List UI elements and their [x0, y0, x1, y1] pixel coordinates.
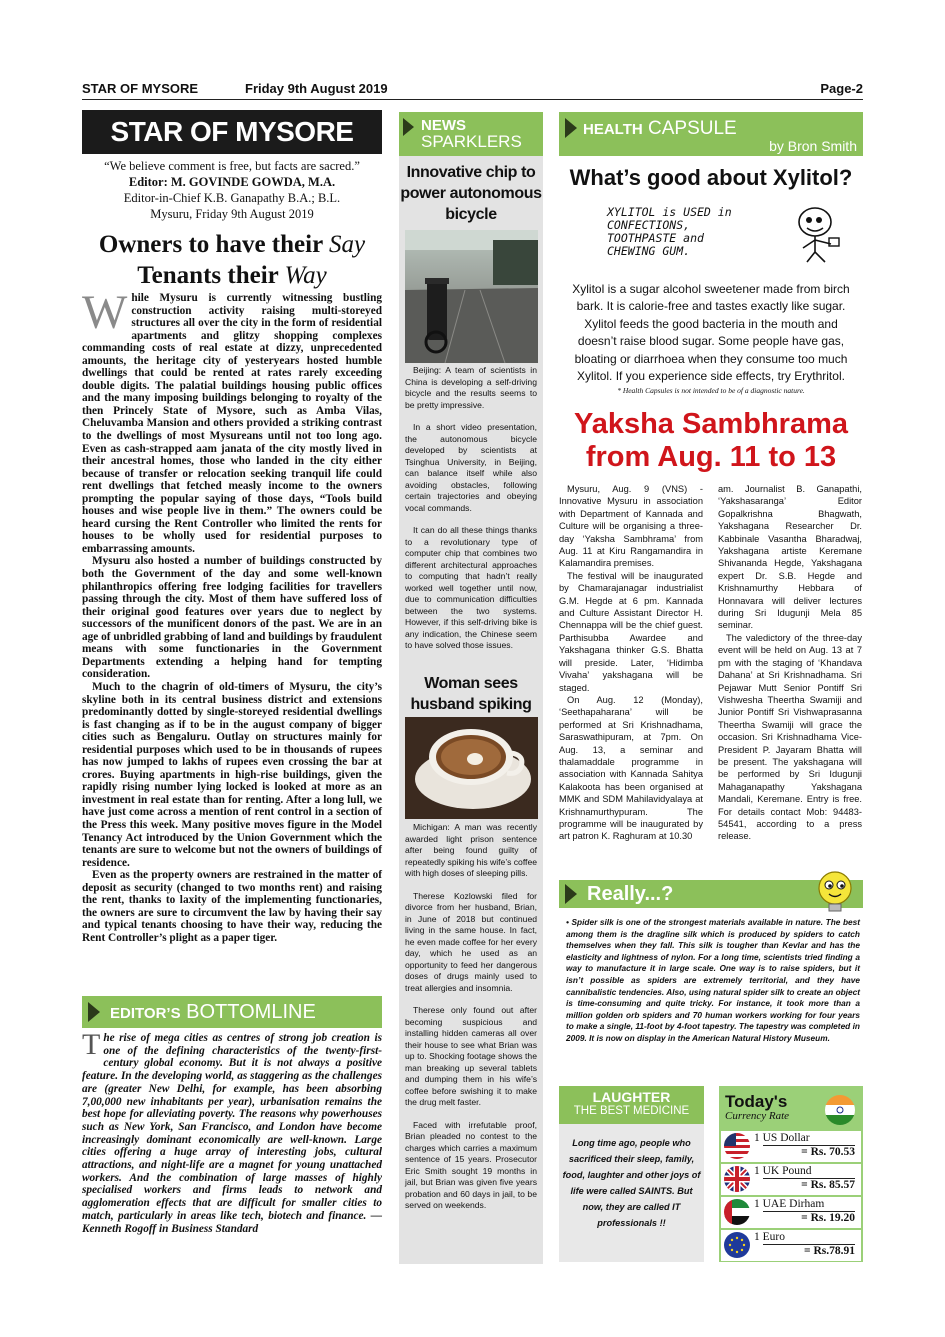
really-text: • Spider silk is one of the strongest materials available in nature. The best among them is the dragline silk which is produced by spiders to catch themselves when they fall. This silk is tougher than Kevlar and has the elasticity and lightness of nylon. For a long time, scientists tried finding a way to manufacture it in large scale. One way is to raise spiders, but it isn’t possible as spiders are extremely territorial, and they have cannibalistic tendencies. Also, using natural spider silk to create an object is time-consuming and quite tricky. For instance, it took more than a million golden orb spiders and 70 human workers working for four years to make a single, 11-foot by 4-foot tapestry. The tapestry was completed in 2009. It is now on display in the American Natural History Museum.	[566, 917, 861, 1043]
banner-label: CAPSULE	[648, 118, 737, 139]
drop-cap: W	[82, 286, 128, 339]
health-capsule-banner	[559, 112, 863, 156]
photo-caption: Beijing: A team of scientists in China is developing a self-driving bicycle and the results seems to be pretty impressive.	[405, 365, 537, 410]
banner-label-bottom: SPARKLERS	[421, 132, 522, 151]
banner-label-top: LAUGHTER	[592, 1089, 671, 1105]
yaksha-paragraph: The valedictory of the three-day event will be held on Aug. 13 at 7 pm with the staging of ‘Khandava Dahana’ at Sri Krishnadhama. Sri Pejawar Mutt Senior Pontiff Sri Vishwesha Theertha Swamiji and Junior Pontiff Sri Vishwaprasanna Theertha Swamiji will grace the occasion. Sri Krishnadhama Vice-President P. Jayaram Bhatta will be present. The yakshagana will be performed by Sri Idugunji Mahaganapathy Yakshagana Mandali, Keremane. Entry is free. For details contact Mob: 94483-54541, according to a press release.	[718, 632, 862, 842]
india-flag-icon	[824, 1094, 856, 1126]
editors-bottomline-banner	[82, 996, 382, 1028]
editorial-paragraph: Even as the property owners are restrained in the matter of deposit as security (changed to two months rent) and raising the rent, thanks to laxity of the implementing functionaries, the owners are sure to circumvent the law by having their say and typical tenants choosing to have their way, reducing the Rent Controller’s plight as a paper tiger.	[82, 869, 382, 944]
lightbulb-icon	[812, 868, 858, 914]
rate-row-usd	[721, 1131, 861, 1162]
photo-caption: Michigan: A man was recently awarded light prison sentence after being found guilty of repeatedly spiking his wife’s coffee with high doses of sleeping pills.	[405, 822, 538, 878]
yaksha-headline	[559, 408, 863, 474]
play-triangle-icon	[565, 118, 577, 138]
byline: by Bron Smith	[769, 138, 857, 154]
currency-name: 1 Euro	[754, 1231, 785, 1243]
cartoon-caption: XYLITOL is USED in CONFECTIONS, TOOTHPASTE and CHEWING GUM.	[607, 205, 732, 258]
currency-value: = Rs. 19.20	[763, 1211, 855, 1224]
headline-part: Tenants their	[137, 262, 279, 289]
health-capsule-title: What’s good about Xylitol?	[569, 165, 853, 190]
headline-line: Yaksha Sambhrama	[573, 408, 849, 440]
really-paragraph: Spider silk is one of the strongest materials available in nature. The best among them is the dragline silk which is produced by spiders to catch themselves when they fall. This silk is tougher than Kevlar and has the elasticity and lightness of nylon. For a long time, scientists tried finding a way to manufacture it in large scale. One way is to raise spiders, but it isn’t possible as spiders are extremely territorial, and they have cannibalistic tendencies. Also, using natural spider silk to create an object is time-consuming and quite tricky. For instance, it took more than a million golden orb spiders and 70 human workers working for four years to make a single, 11-foot by 4-foot tapestry. The tapestry was completed in 2009. It is now on display in the American Natural History Museum.	[566, 917, 861, 1043]
headline-line: from Aug. 11 to 13	[585, 441, 837, 473]
currency-value: = Rs. 70.53	[763, 1145, 855, 1158]
story-paragraph: Faced with irrefutable proof, Brian pleaded no contest to the charges which carries a maximum sentence of 15 years. Prosecutor Eric Smith sought 19 months in jail, but Brian was given five years probation and 60 days in jail, to be served on weekends.	[405, 1119, 537, 1210]
header-paper-name: STAR OF MYSORE	[82, 81, 199, 96]
health-capsule-body: Xylitol is a sugar alcohol sweetener made from birch bark. It is calorie-free and tastes exactly like sugar. Xylitol feeds the good bacteria in the mouth and doesn’t raise blood sugar. Some people have gas, bloating or diarrhoea when they consume too much Xylitol. If you experience side effects, try Erythritol.	[572, 282, 850, 384]
yaksha-column-right	[718, 483, 862, 843]
play-triangle-icon	[565, 884, 577, 904]
story-paragraph: Therese only found out after becoming suspicious and installing hidden cameras all over their house to see what Brian was up to. Shocking footage shows the man breaking up several tablets and dumping them in his wife’s coffee before swishing it to make the drug melt faster.	[405, 1005, 537, 1107]
editorial-paragraph: Much to the chagrin of old-timers of Mysuru, the city’s skyline both in its central business district and extensions predominantly dotted by single-storeyed residential dwellings is fast changing as if to be in the august company of bigger cities such as Bengaluru. Outlay on structures mainly for residential purposes which used to be in thousands of rupees has now jumped to lakhs of rupees even crossing the bar at crores. Buying apartments in high-rise buildings, given the rapidly rising number lying locked is looked at more as an investment in real estate than for renting. After a long lull, we have just come across a mention of rent control in a section of the Press this week. Many positive moves figure in the Model Tenancy Act introduced by the Union Government which the tenants are sure to welcome but not the owners of buildings of residence.	[82, 680, 382, 869]
story-text-chip	[405, 365, 537, 663]
banner-label-bold: EDITOR’S	[110, 1005, 181, 1022]
editorial-paragraph: hile Mysuru is currently witnessing bustling construction activity raising multi-storeyed structures all over the city in the form of residential apartments and glitzy shopping complexes commanding costs of real estate at dizzy, unprecedented amounts, the heritage city of yesteryears hosted humble dwellings that could be rented at rates rarely exceeding double digits. The palatial buildings housing public offices and the many imposing buildings belonging to royalty of the then Princely State of Mysore, such as Amba Vilas, Cheluvamba Mansion and others provided a striking contrast to the dwellings of most Mysureans until not too long ago. Even as cash-strapped aam janata of the city mostly lived in their ancestral homes, those who landed in the city either because of transfer or relocation seeking tranquil life could rent dwellings that fetched measly income to the owners prompting the popular saying of those days, “Tools build houses and wise people live in them.” The owners could be heard cursing the Rent Controller who limited the rents for houses to be wholly used for residential purposes to embarrassing amounts.	[82, 292, 382, 555]
header-date: Friday 9th August 2019	[245, 81, 388, 96]
yaksha-column-left	[559, 483, 703, 843]
uk-flag-icon	[724, 1166, 750, 1192]
story-headline-chip: Innovative chip to power autonomous bicycle	[400, 164, 542, 223]
play-triangle-icon	[88, 1002, 100, 1022]
laughter-joke: Long time ago, people who sacrificed their sleep, family, food, laughter and other joys of life were called SAINTS. But now, they are called IT professionals !!	[562, 1138, 701, 1228]
coffee-photo	[405, 717, 538, 819]
rate-row-aed	[721, 1197, 861, 1228]
eu-flag-icon	[724, 1232, 750, 1258]
currency-name: 1 UAE Dirham	[754, 1198, 825, 1210]
dateline: Mysuru, Friday 9th August 2019	[150, 207, 314, 221]
story-headline-coffee: Woman sees husband spiking	[410, 675, 532, 713]
story-paragraph: Therese Kozlowski filed for divorce from her husband, Brian, in June of 2018 but continued living in the same house. In fact, he even made coffee for her every day, which he used as an opportunity to feed her dangerous doses of drugs mainly used to treat allergies and insomnia.	[405, 890, 537, 993]
yaksha-paragraph: On Aug. 12 (Monday), ‘Seethapaharana’ will be performed at Sri Krishnadhama, Saraswathipuram, at 7pm. On Aug. 13, a seminar and thalamaddale programme in association with Kannada Sahitya Kalakoota has been organised at MMK and SDM Mahilavidyalaya at Krishnamurthypuram. The programme will be inaugurated by art patron K. Raghuram at 10.30	[559, 694, 703, 842]
editorial-headline	[82, 229, 382, 291]
us-flag-icon	[724, 1133, 750, 1159]
rate-row-gbp	[721, 1164, 861, 1195]
yaksha-paragraph: The festival will be inaugurated by Chamarajanagar industrialist G.M. Hegde at 6 pm. Kannada and Culture Assistant Director H. Chennappa will be the chief guest. Parthisubba Awardee and Yakshagana thinker G.S. Bhatta will preside. Later, ‘Hidimba Vivaha’ yakshagana will be staged.	[559, 570, 703, 693]
laughter-banner	[559, 1086, 704, 1124]
banner-label-bottom: THE BEST MEDICINE	[573, 1105, 690, 1117]
yaksha-paragraph: Mysuru, Aug. 9 (VNS) - Innovative Mysuru in association with Department of Kannada and Culture will be organising a three-day ‘Yaksha Sambhrama’ from Aug. 11 at Kiru Rangamandira in Kalamandira premises.	[559, 484, 703, 569]
editorial-body	[82, 286, 382, 944]
editor-line: Editor: M. GOVINDE GOWDA, M.A.	[128, 175, 336, 189]
editor-in-chief-line: Editor-in-Chief K.B. Ganapathy B.A.; B.L.	[123, 191, 341, 205]
banner-label-top: NEWS	[421, 117, 466, 134]
bicycle-photo	[405, 230, 538, 363]
masthead-info	[82, 158, 382, 222]
header-page-number: Page-2	[820, 81, 863, 96]
bottomline-paragraph: he rise of mega cities as centres of strong job creation is one of the defining characteristics of the twenty-first-century global economy. But it is not always a positive feature. In the developing world, as staggering as the challenges are (greater New Delhi, for example, has been absorbing 7,00,000 new inhabitants per year), urbanisation remains the best hope for alleviating poverty. The reasons why powerhouses such as New York, San Francisco, and London have become increasingly dominant economically are well-known. Large cities offering a huge array of interesting jobs, cultural attractions, and night-life are a magnet for young unattached workers. And the combination of large masses of highly specialised workers and firms leads to network and agglomeration effects that are difficult for smaller cities to match, particularly in areas like tech, biotech and finance. — Kenneth Rogoff in Business Standard	[82, 1032, 382, 1235]
bottomline-text	[82, 1028, 382, 1235]
currency-name: 1 US Dollar	[754, 1132, 810, 1144]
banner-label: BOTTOMLINE	[186, 1001, 316, 1023]
currency-value: = Rs. 85.57	[763, 1178, 855, 1191]
banner-label-bold: HEALTH	[583, 121, 643, 138]
banner-label: Really...?	[587, 883, 674, 905]
story-paragraph: It can do all these things thanks to a revolutionary type of computer chip that combines two different architectural approaches to computing that hadn’t really worked well together until now, due to communication difficulties between the two systems. However, if this self-driving bike is any indication, the Chinese seem to have solved those issues.	[405, 525, 537, 650]
masthead-title: STAR OF MYSORE	[82, 110, 382, 154]
drop-cap: T	[82, 1028, 101, 1061]
uae-flag-icon	[724, 1199, 750, 1225]
health-capsule-disclaimer: * Health Capsules is not intended to be of a diagnostic nature.	[617, 386, 805, 395]
play-triangle-icon	[403, 118, 414, 136]
headline-part: Owners to have their	[98, 231, 323, 258]
story-paragraph: In a short video presentation, the autonomous bicycle developed by scientists at Tsinghua University, in Beijing, can balance itself while also avoiding obstacles, following certain trajectories and obeying vocal commands.	[405, 422, 537, 513]
rate-row-eur	[721, 1230, 861, 1261]
currency-value: = Rs.78.91	[763, 1244, 855, 1257]
editorial-paragraph: Mysuru also hosted a number of buildings constructed by both the Government of the day and some well-known philanthropics offering free lodging facilities for travellers passing through the city. Most of them have suffered loss of their original good features over years due to neglect by successors of the munificent donors of the past. We are in an age of unbridled grabbing of land and buildings by fraudulent means with some functionaries in the Government Departments extending a helping hand for tempting consideration.	[82, 555, 382, 681]
page-header	[82, 80, 863, 100]
currency-subtitle: Currency Rate	[725, 1110, 790, 1122]
currency-name: 1 UK Pound	[754, 1165, 812, 1177]
currency-title: Today's	[725, 1092, 788, 1111]
headline-emphasis: Say	[328, 231, 366, 258]
motto: “We believe comment is free, but facts are sacred.”	[104, 159, 360, 173]
story-text-coffee	[405, 822, 537, 1223]
cartoon-character-icon	[785, 200, 847, 264]
news-sparklers-banner	[399, 112, 543, 156]
headline-emphasis: Way	[284, 262, 327, 289]
yaksha-paragraph: am. Journalist B. Ganapathi, ‘Yakshasaranga’ Editor Gopalkrishna Bhagwath, Yakshagana Researcher Dr. Kabbinale Vasantha Bharadwaj, Yakshagana artiste Keremane Shivananda Hegde, Yakshagana expert Dr. S.B. Hegde and Krishnamurthy Hebbara of Honnavara will deliver lectures during Sri Idugunji Mela 85 seminar.	[718, 484, 862, 631]
